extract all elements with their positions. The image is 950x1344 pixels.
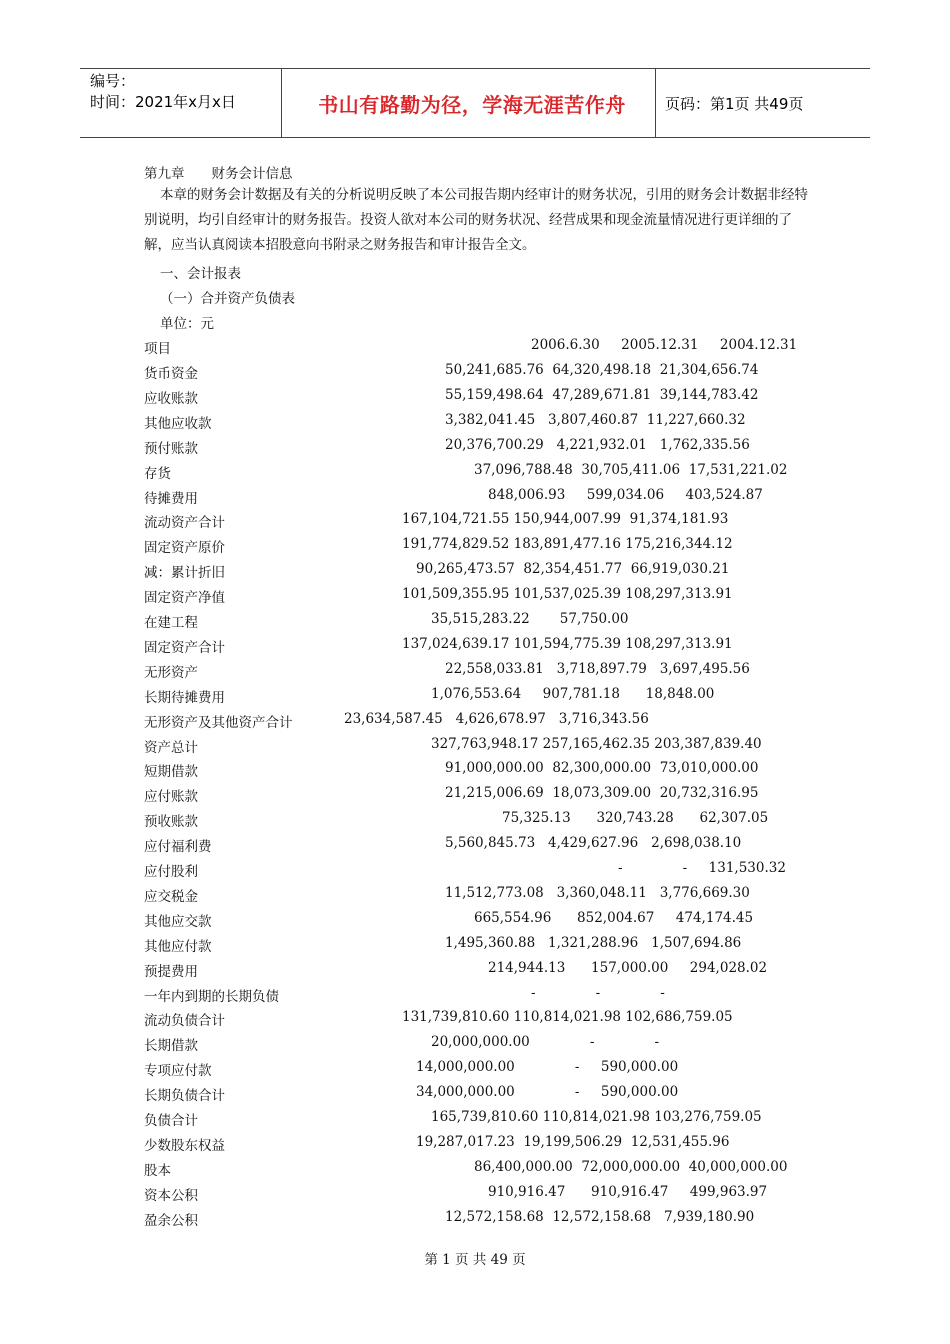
page-footer: 第 1 页 共 49 页 [424, 1252, 526, 1268]
row-values: 50,241,685.76 64,320,498.18 21,304,656.74 [445, 362, 759, 378]
row-label: 存货 [144, 465, 171, 482]
row-values: 34,000,000.00 - 590,000.00 [416, 1084, 679, 1101]
row-label: 预提费用 [144, 963, 198, 980]
document-header [80, 68, 870, 138]
row-values: 86,400,000.00 72,000,000.00 40,000,000.00 [474, 1158, 788, 1175]
row-label: 负债合计 [144, 1113, 198, 1129]
header-page-number: 页码：第1页 共49页 [665, 95, 804, 113]
row-label: 其他应交款 [144, 913, 212, 930]
row-values: 55,159,498.64 47,289,671.81 39,144,783.42 [445, 386, 759, 403]
row-values: 1,076,553.64 907,781.18 18,848.00 [431, 685, 715, 702]
row-label: 一年内到期的长期负债 [144, 988, 279, 1005]
row-label: 无形资产 [144, 664, 198, 681]
row-label: 短期借款 [144, 764, 198, 781]
row-values: 137,024,639.17 101,594,775.39 108,297,313.91 [402, 635, 733, 652]
row-label: 资本公积 [144, 1187, 198, 1204]
chapter-title: 第九章 财务会计信息 [144, 166, 293, 182]
row-values: 1,495,360.88 1,321,288.96 1,507,694.86 [445, 934, 742, 951]
row-label: 少数股东权益 [144, 1137, 225, 1154]
row-label: 应收账款 [144, 390, 198, 407]
row-values: 848,006.93 599,034.06 403,524.87 [488, 486, 763, 503]
row-label: 其他应收款 [144, 415, 212, 432]
row-values: 191,774,829.52 183,891,477.16 175,216,344.12 [402, 536, 733, 553]
row-label: 长期待摊费用 [144, 689, 225, 706]
intro-paragraph: 本章的财务会计数据及有关的分析说明反映了本公司报告期内经审计的财务状况，引用的财务会计数据非经特别说明，均引自经审计的财务报告。投资人欲对本公司的财务状况、经营成果和现金流量情况进行更详细的了解，应当认真阅读本招股意向书附录之财务报告和审计报告全文。 [144, 187, 808, 253]
row-label: 预收账款 [144, 814, 198, 831]
unit-label: 单位：元 [160, 316, 214, 332]
header-number: 编号： [90, 72, 136, 90]
row-label: 应付股利 [144, 864, 198, 880]
row-values: 91,000,000.00 82,300,000.00 73,010,000.00 [445, 760, 759, 777]
row-values: 3,382,041.45 3,807,460.87 11,227,660.32 [445, 411, 746, 428]
section-heading: 一、会计报表 [160, 266, 241, 282]
subsection-heading: （一）合并资产负债表 [160, 291, 295, 307]
row-label: 在建工程 [144, 615, 198, 631]
row-label: 固定资产原价 [144, 540, 225, 557]
row-values: 19,287,017.23 19,199,506.29 12,531,455.96 [416, 1133, 730, 1150]
row-label: 待摊费用 [144, 490, 198, 507]
row-values: 167,104,721.55 150,944,007.99 91,374,181.93 [402, 511, 729, 528]
row-label: 固定资产合计 [144, 639, 225, 656]
row-values: 5,560,845.73 4,429,627.96 2,698,038.10 [445, 835, 742, 852]
row-label: 其他应付款 [144, 938, 212, 955]
row-label: 流动负债合计 [144, 1013, 225, 1030]
row-values: 14,000,000.00 - 590,000.00 [416, 1059, 679, 1076]
row-label: 长期借款 [144, 1038, 198, 1055]
row-values: 101,509,355.95 101,537,025.39 108,297,313.91 [402, 586, 733, 603]
row-values: 11,512,773.08 3,360,048.11 3,776,669.30 [445, 884, 750, 901]
row-label: 应付账款 [144, 789, 198, 806]
header-meta [90, 71, 236, 113]
row-values: 20,000,000.00 - - [431, 1034, 660, 1051]
row-values: 23,634,587.45 4,626,678.97 3,716,343.56 [344, 710, 649, 727]
row-label: 盈余公积 [144, 1212, 198, 1229]
row-values: - - - [531, 984, 665, 1001]
row-label: 流动资产合计 [144, 515, 225, 532]
row-values: 214,944.13 157,000.00 294,028.02 [488, 959, 768, 976]
row-values: 90,265,473.57 82,354,451.77 66,919,030.21 [416, 561, 730, 578]
row-values: 20,376,700.29 4,221,932.01 1,762,335.56 [445, 436, 750, 453]
row-values: 327,763,948.17 257,165,462.35 203,387,839.40 [431, 735, 762, 752]
row-label: 股本 [144, 1162, 171, 1179]
row-values: 665,554.96 852,004.67 474,174.45 [474, 909, 754, 926]
row-label: 应交税金 [144, 888, 198, 905]
row-values: 75,325.13 320,743.28 62,307.05 [502, 810, 769, 827]
row-label: 货币资金 [144, 366, 198, 382]
table-header-label: 项目 [144, 341, 171, 357]
row-values: 37,096,788.48 30,705,411.06 17,531,221.02 [474, 461, 788, 478]
table-header-dates: 2006.6.30 2005.12.31 2004.12.31 [531, 337, 798, 353]
row-label: 资产总计 [144, 739, 198, 756]
header-time: 时间：2021年x月x日 [90, 93, 236, 111]
header-divider-right [655, 69, 656, 137]
row-values: 12,572,158.68 12,572,158.68 7,939,180.90 [445, 1208, 755, 1225]
row-label: 减：累计折旧 [144, 565, 225, 582]
row-values: 131,739,810.60 110,814,021.98 102,686,759.05 [402, 1009, 733, 1026]
row-values: 35,515,283.22 57,750.00 [431, 611, 629, 627]
row-values: 21,215,006.69 18,073,309.00 20,732,316.95 [445, 785, 759, 802]
row-label: 专项应付款 [144, 1063, 212, 1080]
row-values: 910,916.47 910,916.47 499,963.97 [488, 1183, 768, 1200]
row-label: 固定资产净值 [144, 590, 225, 607]
row-label: 预付账款 [144, 440, 198, 457]
row-label: 长期负债合计 [144, 1088, 225, 1105]
row-values: 165,739,810.60 110,814,021.98 103,276,759.05 [431, 1109, 762, 1125]
row-label: 应付福利费 [144, 839, 212, 856]
row-values: - - 131,530.32 [618, 860, 786, 876]
header-motto: 书山有路勤为径，学海无涯苦作舟 [318, 93, 626, 117]
row-label: 无形资产及其他资产合计 [144, 714, 293, 731]
row-values: 22,558,033.81 3,718,897.79 3,697,495.56 [445, 660, 750, 677]
